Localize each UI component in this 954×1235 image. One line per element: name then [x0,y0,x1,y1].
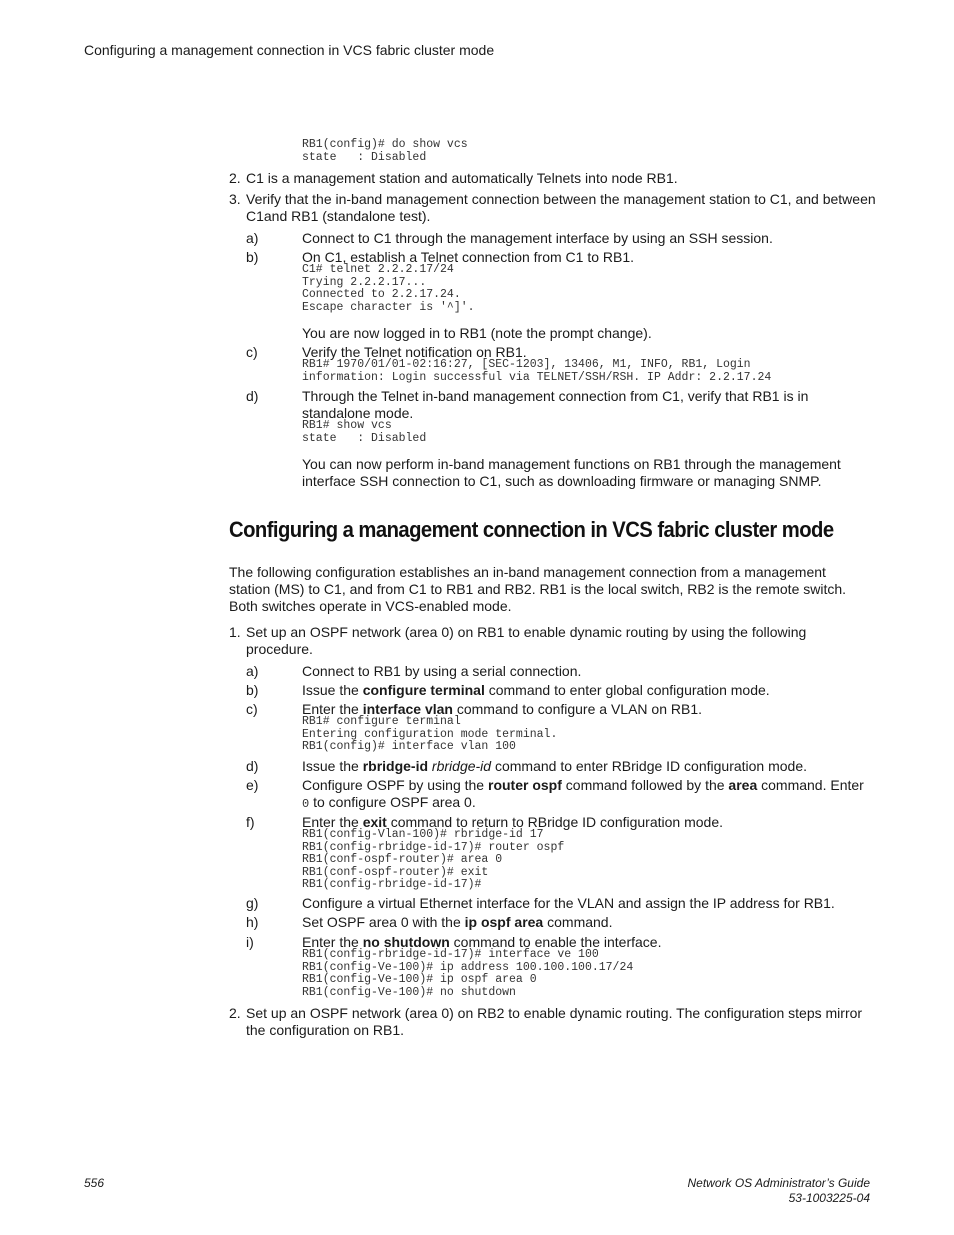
substep-text: Enter the exit command to return to RBridge ID configuration mode. [302,814,723,830]
substep-label: e) [246,777,259,793]
step-text: Verify that the in-band management connection between the management station to C1, and between C1and RB1 (standalone test). [246,191,876,224]
substep-text: Configure a virtual Ethernet interface for the VLAN and assign the IP address for RB1. [302,895,835,911]
substep-text: Issue the configure terminal command to enter global configuration mode. [302,682,770,698]
substep-text: Connect to RB1 by using a serial connection. [302,663,582,679]
substep-label: f) [246,814,255,830]
substep-label: c) [246,344,258,360]
substep-label: a) [246,230,259,246]
substep-label: g) [246,895,259,911]
page-number: 556 [84,1176,105,1190]
step-text: Set up an OSPF network (area 0) on RB2 to enable dynamic routing. The configuration steps mirror the configuration on RB1. [246,1005,863,1038]
substep-text: Verify the Telnet notification on RB1. [302,344,527,360]
code-block-telnet: C1# telnet 2.2.2.17/24 Trying 2.2.2.17... Connected to 2.2.17.24. Escape character is '^]'. [302,263,475,314]
step-number: 2. [229,1005,241,1021]
code-block-interface-ve: RB1(config-rbridge-id-17)# interface ve 100 RB1(config-Ve-100)# ip address 100.100.100.17/24 RB1(config-Ve-100)# ip ospf area 0 RB1(config-Ve-100)# no shutdown [302,948,634,999]
substep-label: a) [246,663,259,679]
substep-text: Issue the rbridge-id rbridge-id command to enter RBridge ID configuration mode. [302,758,808,774]
step-number: 2. [229,170,241,186]
substep-label: b) [246,682,259,698]
substep-text: On C1, establish a Telnet connection from C1 to RB1. [302,249,635,265]
substep-text: Configure OSPF by using the router ospf command followed by the area command. Enter 0 to configure OSPF area 0. [302,777,864,811]
step-number: 3. [229,191,241,207]
substep-text: Connect to C1 through the management interface by using an SSH session. [302,230,773,246]
substep-label: d) [246,758,259,774]
step-text: Set up an OSPF network (area 0) on RB1 to enable dynamic routing by using the following procedure. [246,624,807,657]
substep-label: b) [246,249,259,265]
code-block-show-vcs-2: RB1# show vcs state : Disabled [302,419,427,445]
substep-label: d) [246,388,259,404]
substep-text: Through the Telnet in-band management connection from C1, verify that RB1 is in standalone mode. [302,388,809,421]
substep-note: You can now perform in-band management functions on RB1 through the management interface SSH connection to C1, such as downloading firmware or managing SNMP. [302,456,841,489]
substep-text: Enter the no shutdown command to enable the interface. [302,934,662,950]
code-block-router-ospf: RB1(config-Vlan-100)# rbridge-id 17 RB1(config-rbridge-id-17)# router ospf RB1(conf-ospf-router)# area 0 RB1(conf-ospf-router)# exit RB1(config-rbridge-id-17)# [302,828,565,892]
code-block-login-notice: RB1# 1970/01/01-02:16:27, [SEC-1203], 13406, M1, INFO, RB1, Login information: Login successful via TELNET/SSH/RSH. IP Addr: 2.2.17.24 [302,358,772,384]
substep-text: Set OSPF area 0 with the ip ospf area command. [302,914,613,930]
step-text: C1 is a management station and automatically Telnets into node RB1. [246,170,678,186]
substep-label: i) [246,934,254,950]
step-number: 1. [229,624,241,640]
section-heading: Configuring a management connection in VCS fabric cluster mode [229,517,834,542]
substep-label: h) [246,914,259,930]
substep-label: c) [246,701,258,717]
running-header: Configuring a management connection in VCS fabric cluster mode [84,42,495,58]
footer-guide-title: Network OS Administrator’s Guide [687,1176,870,1190]
code-block-show-vcs: RB1(config)# do show vcs state : Disabled [302,138,468,164]
code-block-configure-terminal: RB1# configure terminal Entering configuration mode terminal. RB1(config)# interface vlan 100 [302,715,558,754]
section-intro: The following configuration establishes an in-band management connection from a management station (MS) to C1, and from C1 to RB1 and RB2. RB1 is the local switch, RB2 is the remote switch. Both switches operate in VCS-enabled mode. [229,564,847,614]
substep-text: Enter the interface vlan command to configure a VLAN on RB1. [302,701,702,717]
substep-note: You are now logged in to RB1 (note the prompt change). [302,325,652,341]
footer-doc-number: 53-1003225-04 [788,1191,870,1205]
